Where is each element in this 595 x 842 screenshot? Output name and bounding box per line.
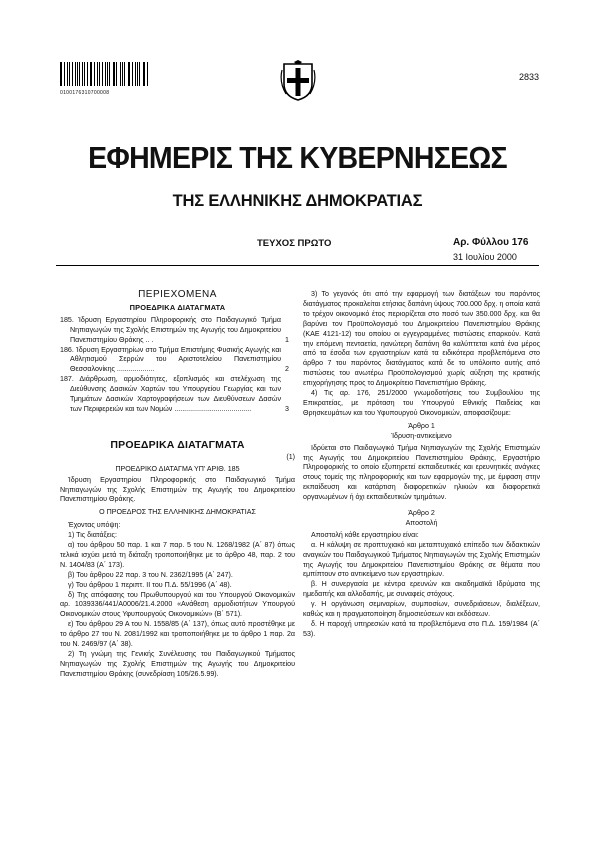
article-2-item: α. Η κάλυψη σε προπτυχιακό και μεταπτυχιακό επίπεδο των διδακτικών αναγκών του Παιδαγωγικού Τμήματος Νηπιαγωγών της Σχολής Επιστημών της Αγωγής του Δημοκριτείου Πανεπιστημίου Θράκης σε θέματα που εμπίπτουν στο αντικείμενο των εργαστηρίων.: [303, 540, 540, 579]
right-column: [303, 290, 540, 640]
toc-list: [60, 316, 295, 415]
article-1-text: Ιδρύεται στο Παιδαγωγικό Τμήμα Νηπιαγωγών της Σχολής Επιστημών της Αγωγής του Δημοκριτείου Πανεπιστημίου Θράκης, Εργαστήριο Πληροφορικής το οποίο εξυπηρετεί εκπαιδευτικές και ερευνητικές ανάγκες στους τομείς της πληροφορικής και των εφαρμογών της, με έμφαση στην εκπαίδευση και κατάρτιση διαφορετικών ηλικιών και διαφορετικά οργανωμένων ή όχι εκπαιδευτικών τμημάτων.: [303, 443, 540, 502]
article-2-item: γ. Η οργάνωση σεμιναρίων, συμποσίων, συνεδριάσεων, διαλέξεων, καθώς και η πραγματοποίηση δημοσιεύσεων και εκδόσεων.: [303, 600, 540, 619]
article-1-title: Ίδρυση-αντικείμενο: [391, 431, 452, 440]
gazette-subtitle: ΤΗΣ ΕΛΛΗΝΙΚΗΣ ΔΗΜΟΚΡΑΤΙΑΣ: [172, 192, 423, 210]
barcode-bar: [116, 62, 117, 86]
section-title: ΠΡΟΕΔΡΙΚΑ ΔΙΑΤΑΓΜΑΤΑ: [110, 438, 245, 451]
barcode-bar: [75, 62, 76, 86]
president-heading: Ο ΠΡΟΕΔΡΟΣ ΤΗΣ ΕΛΛΗΝΙΚΗΣ ΔΗΜΟΚΡΑΤΙΑΣ: [99, 508, 256, 517]
barcode-bar: [105, 62, 106, 86]
barcode-bar: [91, 62, 92, 86]
paragraph: δ) Της απόφασης του Πρωθυπουργού και του Υπουργού Οικονομικών αρ. 1039336/441/Α0006/21.4.2000 «Ανάθεση αρμοδιοτήτων Υπουργού Οικονομικών στους Υφυπουργούς Οικονομικών» (Β΄ 571).: [60, 590, 295, 619]
barcode-bar: [61, 62, 62, 86]
toc-entry[interactable]: 185. Ίδρυση Εργαστηρίου Πληροφορικής στο Παιδαγωγικό Τμήμα Νηπιαγωγών της Σχολής Επιστημών της Αγωγής του Δημοκριτείου Πανεπιστημίου Θράκης .. . 1: [60, 315, 289, 344]
paragraph: 3) Το γεγονός ότι από την εφαρμογή των διατάξεων του παρόντος διατάγματος προκαλείται ετήσιας δαπάνη ύψους 700.000 δρχ. η οποία κατά το τρέχον οικονομικό έτος περιορίζεται στο ποσό των 350.000 δρχ. και θα βαρύνει τον Προϋπολογισμό του Δημοκριτείου Πανεπιστημίου Θράκης (ΚΑΕ 4121-12) του οποίου οι εγγεγραμμένες πιστώσεις επαρκούν. Κατά την επόμενη πενταετία, ηανώτερη δαπάνη θα καλύπτεται κατά ένα μέρος από τα έσοδα των εργαστηρίων κατά τα ειδικότερα προβλεπόμενα στο άρθρο 7 του παρόντος διατάγματος κατά δε το υπόλοιπο αυτής από πιστώσεις του ανωτέρω Προϋπολογισμού χωρίς αύξηση της κρατικής επιχορήγησης προς το Δημοκρίτειο Πανεπιστήμιο Θράκης.: [303, 290, 540, 388]
article-2-intro: Αποστολή κάθε εργαστηρίου είναι:: [311, 530, 419, 539]
paragraph: 2) Τη γνώμη της Γενικής Συνέλευσης του Παιδαγωγικού Τμήματος Νηπιαγωγών της Σχολής Επιστημών της Αγωγής του Δημοκριτείου Πανεπιστημίου Θράκης (συνεδρίαση 105/26.5.99).: [60, 650, 295, 678]
article-2-title: Αποστολή: [405, 518, 438, 527]
barcode-bar: [139, 62, 140, 86]
barcode-bar: [84, 62, 85, 86]
left-column: [60, 290, 295, 680]
toc-section: ΠΡΟΕΔΡΙΚΑ ΔΙΑΤΑΓΜΑΤΑ: [129, 302, 226, 312]
toc-title: ΠΕΡΙΕΧΟΜΕΝΑ: [138, 289, 217, 300]
barcode: [60, 62, 150, 92]
gazette-title: ΕΦΗΜΕΡΙΣ ΤΗΣ ΚΥΒΕΡΝΗΣΕΩΣ: [88, 140, 507, 175]
barcode-number: 0100176310700008: [60, 90, 110, 96]
toc-entry-text: 187. Διάρθρωση, αρμοδιότητες, εξοπλισμός και στελέχωση της Διεύθυνσης Δασικών Χαρτών του Υπουργείου Γεωργίας και των Τμημάτων Δασικών Χαρτογραφήσεων των Διευθύνσεων Δασών των Περιφερειών και των Νομών .......................................: [60, 375, 281, 413]
greek-coat-of-arms-emblem: [280, 60, 316, 102]
paragraph: γ) Του άρθρου 1 περιπτ. ΙΙ του Π.Δ. 55/1996 (Α΄ 48).: [68, 580, 232, 589]
considerations: [60, 521, 295, 680]
header-divider: [56, 265, 539, 266]
article-2-heading: Άρθρο 2: [408, 509, 435, 518]
toc-entry[interactable]: 186. Ίδρυση Εργαστηρίων στο Τμήμα Επιστήμης Φυσικής Αγωγής και Αθλητισμού Σερρών του Αριστοτελείου Πανεπιστημίου Θεσσαλονίκης ................... 2: [60, 345, 289, 374]
barcode-bar: [97, 62, 98, 86]
decree-description: Ίδρυση Εργαστηρίου Πληροφορικής στο Παιδαγωγικό Τμήμα Νηπιαγωγών της Σχολής Επιστημών της Αγωγής του Δημοκριτείου Πανεπιστημίου Θράκης.: [60, 475, 295, 504]
barcode-bar: [82, 62, 83, 86]
toc-entry-text: 185. Ίδρυση Εργαστηρίου Πληροφορικής στο Παιδαγωγικό Τμήμα Νηπιαγωγών της Σχολής Επιστημών της Αγωγής του Δημοκριτείου Πανεπιστημίου Θράκης .. .: [60, 315, 281, 344]
barcode-bar: [69, 62, 70, 86]
paragraph: α) του άρθρου 50 παρ. 1 και 7 παρ. 5 του Ν. 1268/1982 (Α΄ 87) όπως τελικά ισχύει μετά τη διάταξη τροποποιήθηκε με το άρθρο 48, παρ. 2 του Ν. 1404/83 (Α΄ 173).: [60, 541, 295, 569]
barcode-bar: [122, 62, 123, 86]
toc-entry[interactable]: 187. Διάρθρωση, αρμοδιότητες, εξοπλισμός και στελέχωση της Διεύθυνσης Δασικών Χαρτών του Υπουργείου Γεωργίας και των Τμημάτων Δασικών Χαρτογραφήσεων των Διευθύνσεων Δασών των Περιφερειών και των Νομών ....................................... 3: [60, 375, 289, 413]
page-number: 2833: [518, 72, 539, 82]
barcode-bar: [147, 62, 148, 86]
paragraph: Έχοντας υπόψη:: [68, 521, 121, 530]
decree-index: (1): [286, 452, 295, 461]
sheet-number: Αρ. Φύλλου 176: [453, 237, 529, 248]
article-2-item: δ. Η παροχή υπηρεσιών κατά τα προβλεπόμενα στο Π.Δ. 159/1984 (Α΄ 53).: [303, 620, 540, 638]
barcode-bar: [129, 62, 130, 86]
paragraph: ε) Του άρθρου 29 Α του Ν. 1558/85 (Α΄ 137), όπως αυτό προστέθηκε με το άρθρο 27 του Ν. 2081/1992 και τροποποιήθηκε με το άρθρο 1 παρ. 2α του Ν. 2469/97 (Α΄ 38).: [60, 620, 295, 649]
article-1-heading: Άρθρο 1: [408, 421, 435, 430]
paragraph: 1) Τις διατάξεις:: [68, 531, 117, 540]
barcode-bar: [109, 62, 110, 86]
toc-entry-text: 186. Ίδρυση Εργαστηρίων στο Τμήμα Επιστήμης Φυσικής Αγωγής και Αθλητισμού Σερρών του Αριστοτελείου Πανεπιστημίου Θεσσαλονίκης ...................: [60, 345, 281, 374]
article-2-item: β. Η συνεργασία με κέντρα ερευνών και ακαδημαϊκά Ιδρύματα της ημεδαπής και αλλοδαπής, με συναφείς στόχους.: [303, 580, 540, 599]
paragraph: 4) Τις αρ. 176, 251/2000 γνωμοδοτήσεις του Συμβουλίου της Επικρατείας, με πρόταση του Υπουργού Εθνικής Παιδείας και Θρησκευμάτων και του Υφυπουργού Οικονομικών, αποφασίζουμε:: [303, 389, 540, 417]
decree-heading: ΠΡΟΕΔΡΙΚΟ ΔΙΑΤΑΓΜΑ ΥΠ' ΑΡΙΘ. 185: [115, 464, 240, 473]
paragraph: β) Του άρθρου 22 παρ. 3 του Ν. 2362/1995 (Α΄ 247).: [68, 570, 233, 579]
issue-date: 31 Ιουλίου 2000: [453, 252, 517, 262]
issue-label: ΤΕΥΧΟΣ ΠΡΩΤΟ: [257, 238, 332, 249]
barcode-bar: [135, 62, 136, 86]
